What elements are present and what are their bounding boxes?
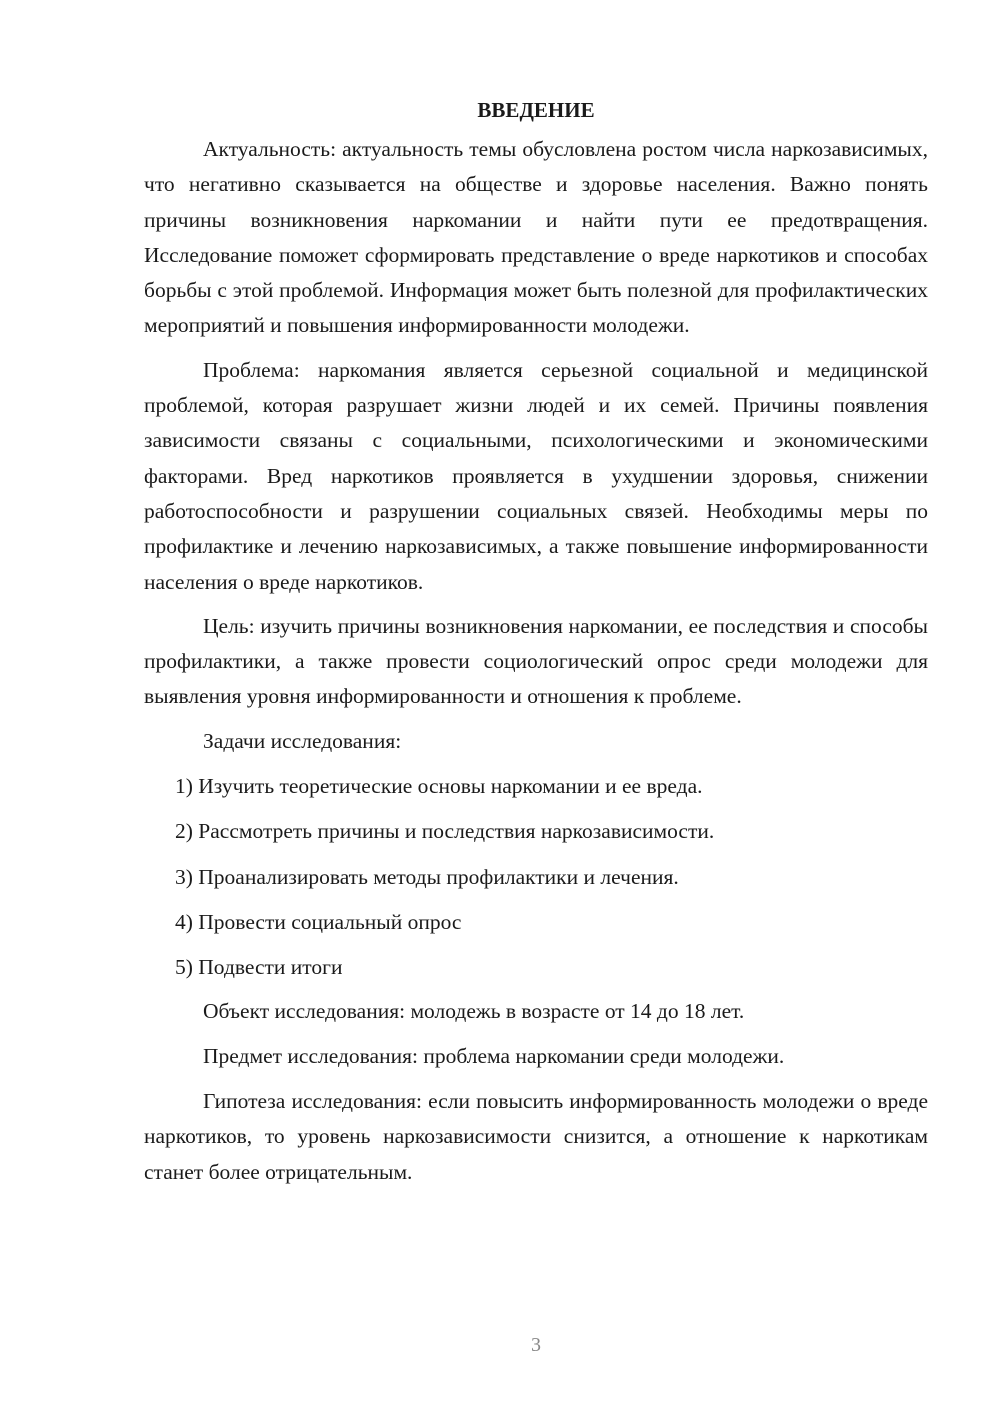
task-item-2: 2) Рассмотреть причины и последствия наркозависимости. [175,819,715,844]
task-item-4: 4) Провести социальный опрос [175,909,462,934]
task-item-1: 1) Изучить теоретические основы наркомании и ее вреда. [175,774,703,799]
page-number: 3 [531,1334,541,1356]
task-item-3: 3) Проанализировать методы профилактики и лечения. [175,864,679,889]
document-page [144,92,928,1199]
task-item-5: 5) Подвести итоги [175,955,343,980]
research-object: Объект исследования: молодежь в возрасте от 14 до 18 лет. [203,998,745,1023]
research-subject: Предмет исследования: проблема наркомании среди молодежи. [203,1043,785,1068]
page-title: ВВЕДЕНИЕ [477,98,595,122]
tasks-heading: Задачи исследования: [203,728,402,753]
problem-paragraph: Проблема: наркомания является серьезной социальной и медицинской проблемой, которая разрушает жизни людей и их семей. Причины появления зависимости связаны с социальными, психологическими и экономическими факторами. Вред наркотиков проявляется в ухудшении здоровья, снижении работоспособности и разрушении социальных связей. Необходимы меры по профилактике и лечению наркозависимых, а также повышение информированности населения о вреде наркотиков. [144,357,928,594]
hypothesis-paragraph: Гипотеза исследования: если повысить информированность молодежи о вреде наркотиков, то уровень наркозависимости снизится, а отношение к наркотикам станет более отрицательным. [144,1089,928,1184]
goal-paragraph: Цель: изучить причины возникновения наркомании, ее последствия и способы профилактики, а также провести социологический опрос среди молодежи для выявления уровня информированности и отношения к проблеме. [144,613,928,709]
tasks-list [144,769,928,985]
relevance-paragraph: Актуальность: актуальность темы обусловлена ростом числа наркозависимых, что негативно сказывается на обществе и здоровье населения. Важно понять причины возникновения наркомании и найти пути ее предотвращения. Исследование поможет сформировать представление о вреде наркотиков и способах борьбы с этой проблемой. Информация может быть полезной для профилактических мероприятий и повышения информированности молодежи. [144,137,928,338]
